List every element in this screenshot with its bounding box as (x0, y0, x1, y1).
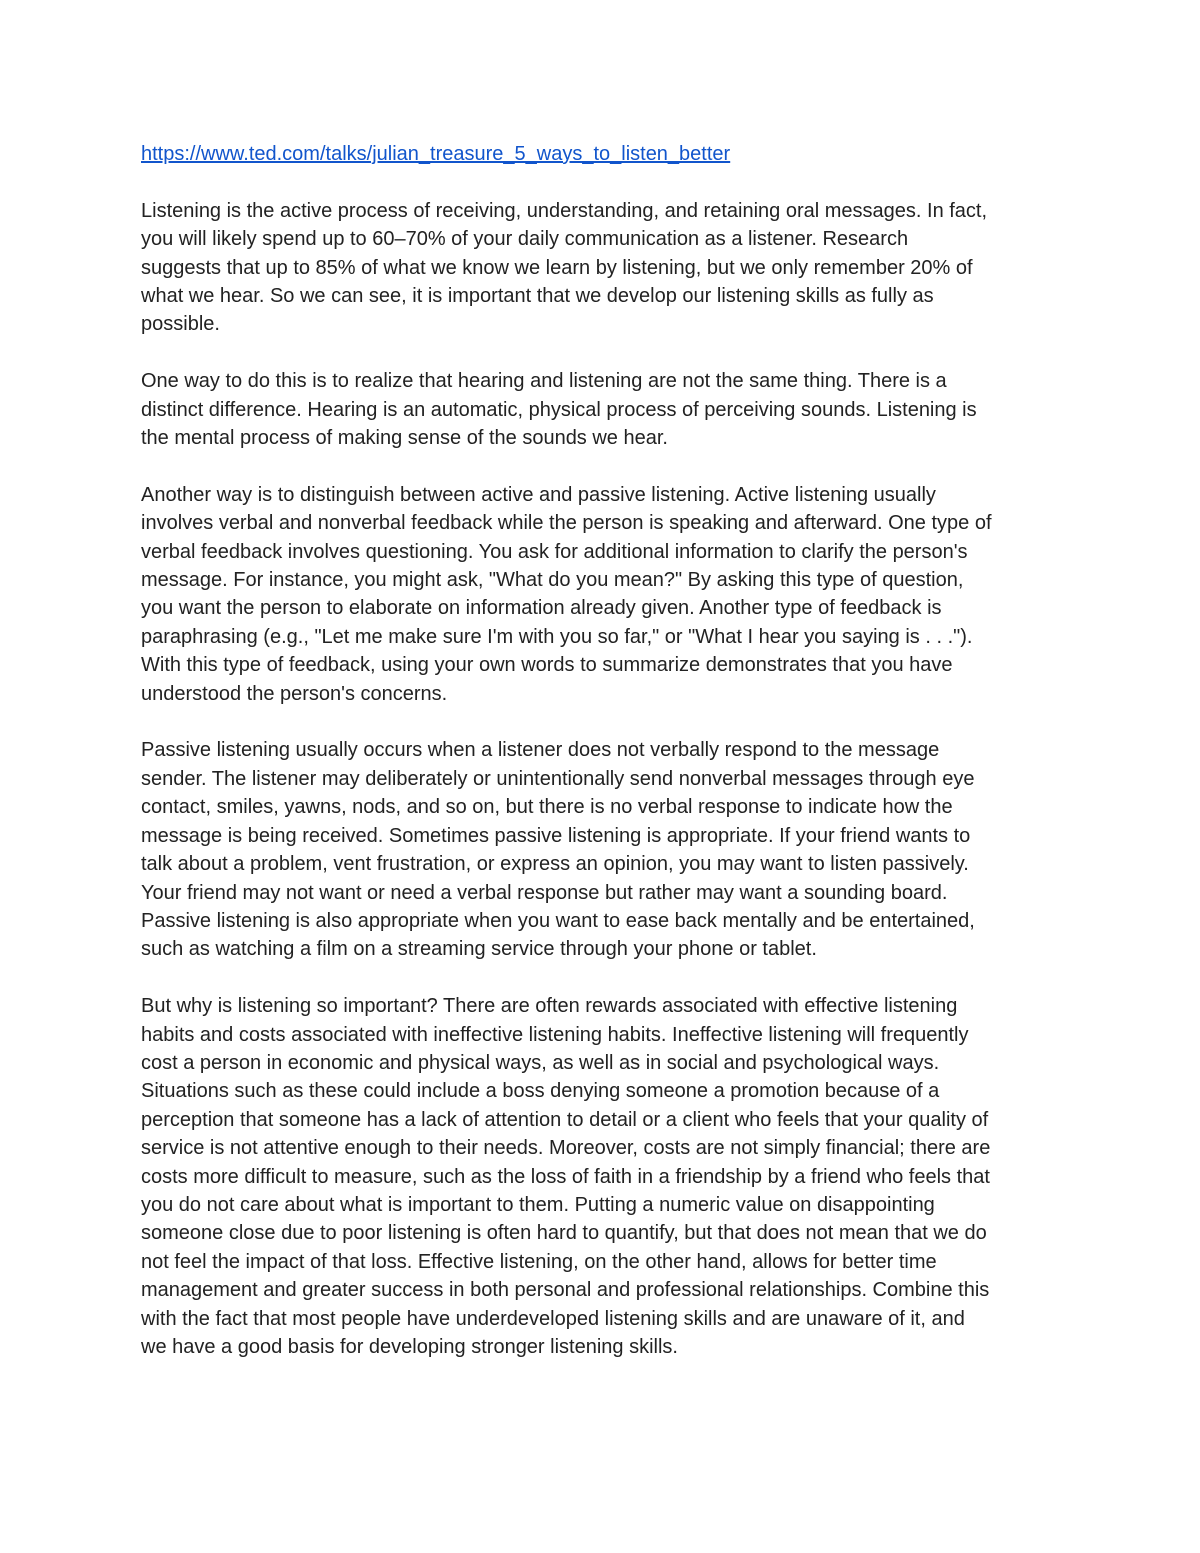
paragraph-hearing-vs-listening: One way to do this is to realize that hearing and listening are not the same thing. There is a distinct difference. Hearing is an automatic, physical process of perceiving sounds. Listening is the mental process of making sense of the sounds we hear. (141, 370, 977, 450)
ted-talk-link[interactable]: https://www.ted.com/talks/julian_treasure_5_ways_to_listen_better (141, 143, 731, 165)
document-body (141, 140, 1066, 1390)
paragraph-listening-definition: Listening is the active process of receiving, understanding, and retaining oral messages. In fact, you will likely spend up to 60–70% of your daily communication as a listener. Research suggests that up to 85% of what we know we learn by listening, but we only remember 20% of what we hear. So we can see, it is important that we develop our listening skills as fully as possible. (141, 199, 988, 336)
paragraph-active-listening: Another way is to distinguish between active and passive listening. Active listening usually involves verbal and nonverbal feedback while the person is speaking and afterward. One type of verbal feedback involves questioning. You ask for additional information to clarify the person's message. For instance, you might ask, "What do you mean?" By asking this type of question, you want the person to elaborate on information already given. Another type of feedback is paraphrasing (e.g., "Let me make sure I'm with you so far," or "What I hear you saying is . . ."). With this type of feedback, using your own words to summarize demonstrates that you have understood the person's concerns. (141, 483, 992, 705)
paragraph-importance-of-listening: But why is listening so important? There are often rewards associated with effective listening habits and costs associated with ineffective listening habits. Ineffective listening will frequently cost a person in economic and physical ways, as well as in social and psychological ways. Situations such as these could include a boss denying someone a promotion because of a perception that someone has a lack of attention to detail or a client who feels that your quality of service is not attentive enough to their needs. Moreover, costs are not simply financial; there are costs more difficult to measure, such as the loss of faith in a friendship by a friend who feels that you do not care about what is important to them. Putting a numeric value on disappointing someone close due to poor listening is often hard to quantify, but that does not mean that we do not feel the impact of that loss. Effective listening, on the other hand, allows for better time management and greater success in both personal and professional relationships. Combine this with the fact that most people have underdeveloped listening skills and are unaware of it, and we have a good basis for developing stronger listening skills. (141, 995, 991, 1358)
paragraph-passive-listening: Passive listening usually occurs when a listener does not verbally respond to the message sender. The listener may deliberately or unintentionally send nonverbal messages through eye contact, smiles, yawns, nods, and so on, but there is no verbal response to indicate how the message is being received. Sometimes passive listening is appropriate. If your friend wants to talk about a problem, vent frustration, or express an opinion, you may want to listen passively. Your friend may not want or need a verbal response but rather may want a sounding board. Passive listening is also appropriate when you want to ease back mentally and be entertained, such as watching a film on a streaming service through your phone or tablet. (141, 739, 975, 961)
